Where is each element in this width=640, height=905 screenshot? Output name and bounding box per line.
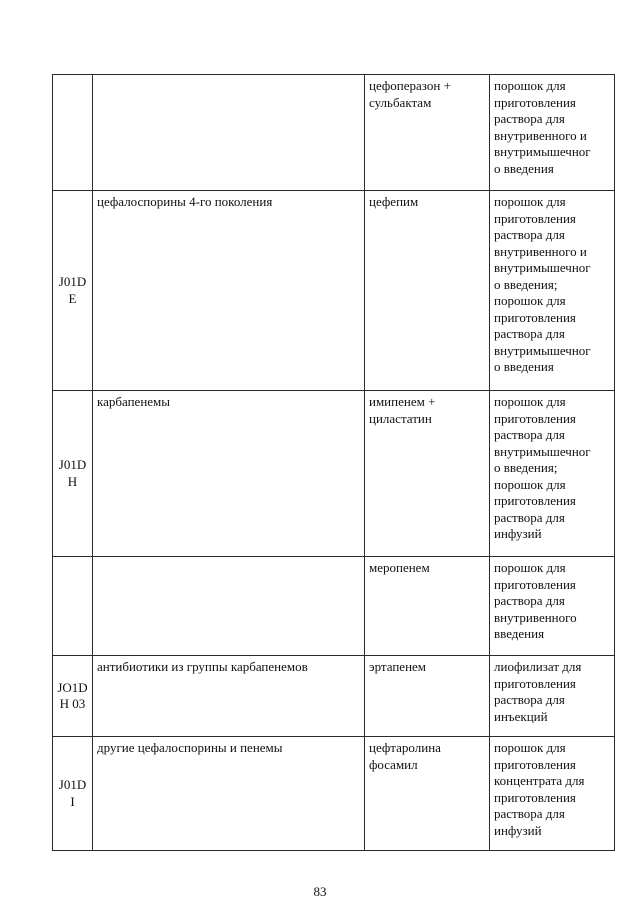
- atc-code-line: I: [70, 793, 75, 809]
- dosage-form-line: о введения;: [494, 276, 558, 292]
- dosage-form-line: внутривенного и: [494, 243, 587, 259]
- dosage-form-line: внутримышечног: [494, 342, 591, 358]
- group-name-cell: антибиотики из группы карбапенемов: [93, 656, 365, 737]
- dosage-form-line: раствора для: [494, 111, 565, 126]
- dosage-form-line: приготовления: [494, 576, 576, 592]
- dosage-form-line: введения: [494, 626, 545, 641]
- dosage-form-cell: [490, 737, 615, 851]
- drug-name-cell: цефтаролина фосамил: [365, 737, 490, 851]
- drug-name-cell: эртапенем: [365, 656, 490, 737]
- atc-code-cell: [53, 191, 93, 391]
- dosage-form-line: лиофилизат для: [494, 659, 582, 674]
- group-name-cell: другие цефалоспорины и пенемы: [93, 737, 365, 851]
- table-row: [53, 391, 615, 557]
- atc-code-line: H 03: [59, 696, 86, 711]
- dosage-form-line: внутримышечног: [494, 144, 591, 159]
- dosage-form-cell: [490, 391, 615, 557]
- atc-code-cell: [53, 391, 93, 557]
- atc-code-line: JO1D: [57, 679, 88, 695]
- dosage-form-line: раствора для: [494, 806, 565, 821]
- dosage-form-cell: [490, 191, 615, 391]
- dosage-form-line: порошок для: [494, 293, 566, 308]
- dosage-form-line: раствора для: [494, 692, 565, 707]
- dosage-form-line: приготовления: [494, 789, 576, 805]
- drug-name-cell: цефоперазон + сульбактам: [365, 75, 490, 191]
- dosage-form-line: порошок для: [494, 394, 566, 409]
- dosage-form-line: внутримышечног: [494, 260, 591, 275]
- dosage-form-line: концентрата для: [494, 773, 585, 788]
- dosage-form-line: порошок для: [494, 476, 566, 492]
- table-row: [53, 191, 615, 391]
- page-number: 83: [313, 884, 327, 899]
- dosage-form-line: раствора для: [494, 326, 565, 341]
- group-name-cell: цефалоспорины 4-го поколения: [93, 191, 365, 391]
- drug-name-cell: цефепим: [365, 191, 490, 391]
- group-name-cell: [93, 557, 365, 656]
- dosage-form-line: раствора для: [494, 427, 565, 442]
- dosage-form-line: внутривенного: [494, 609, 577, 625]
- dosage-form-line: приготовления: [494, 410, 576, 426]
- group-name-cell: [93, 75, 365, 191]
- dosage-form-line: инфузий: [494, 822, 542, 838]
- dosage-form-line: о введения;: [494, 460, 558, 475]
- dosage-form-line: приготовления: [494, 309, 576, 325]
- table-row: [53, 656, 615, 737]
- drug-table: [52, 74, 615, 851]
- atc-code-cell: [53, 737, 93, 851]
- dosage-form-line: порошок для: [494, 740, 566, 755]
- group-name-cell: карбапенемы: [93, 391, 365, 557]
- drug-name-cell: меропенем: [365, 557, 490, 656]
- dosage-form-cell: [490, 656, 615, 737]
- dosage-form-line: инфузий: [494, 526, 542, 541]
- dosage-form-line: раствора для: [494, 227, 565, 242]
- atc-code-line: H: [67, 473, 78, 489]
- atc-code-line: J01D: [58, 457, 87, 472]
- dosage-form-line: приготовления: [494, 94, 576, 110]
- dosage-form-cell: [490, 75, 615, 191]
- dosage-form-cell: [490, 557, 615, 656]
- atc-code-cell: [53, 75, 93, 191]
- atc-code-line: J01D: [58, 274, 87, 289]
- table-row: [53, 75, 615, 191]
- dosage-form-line: приготовления: [494, 675, 576, 691]
- dosage-form-line: порошок для: [494, 194, 566, 209]
- dosage-form-line: приготовления: [494, 210, 576, 226]
- dosage-form-line: о введения: [494, 160, 554, 176]
- dosage-form-line: приготовления: [494, 756, 576, 772]
- atc-code-line: E: [68, 290, 77, 306]
- dosage-form-line: внутривенного и: [494, 127, 587, 143]
- dosage-form-line: раствора для: [494, 593, 565, 608]
- atc-code-line: J01D: [58, 777, 87, 792]
- table-row: [53, 737, 615, 851]
- dosage-form-line: раствора для: [494, 509, 565, 525]
- dosage-form-line: внутримышечног: [494, 443, 591, 459]
- drug-name-cell: имипенем + циластатин: [365, 391, 490, 557]
- atc-code-cell: [53, 656, 93, 737]
- atc-code-cell: [53, 557, 93, 656]
- dosage-form-line: порошок для: [494, 78, 566, 93]
- dosage-form-line: инъекций: [494, 708, 548, 724]
- dosage-form-line: порошок для: [494, 560, 566, 575]
- dosage-form-line: приготовления: [494, 493, 576, 508]
- dosage-form-line: о введения: [494, 359, 554, 374]
- table-row: [53, 557, 615, 656]
